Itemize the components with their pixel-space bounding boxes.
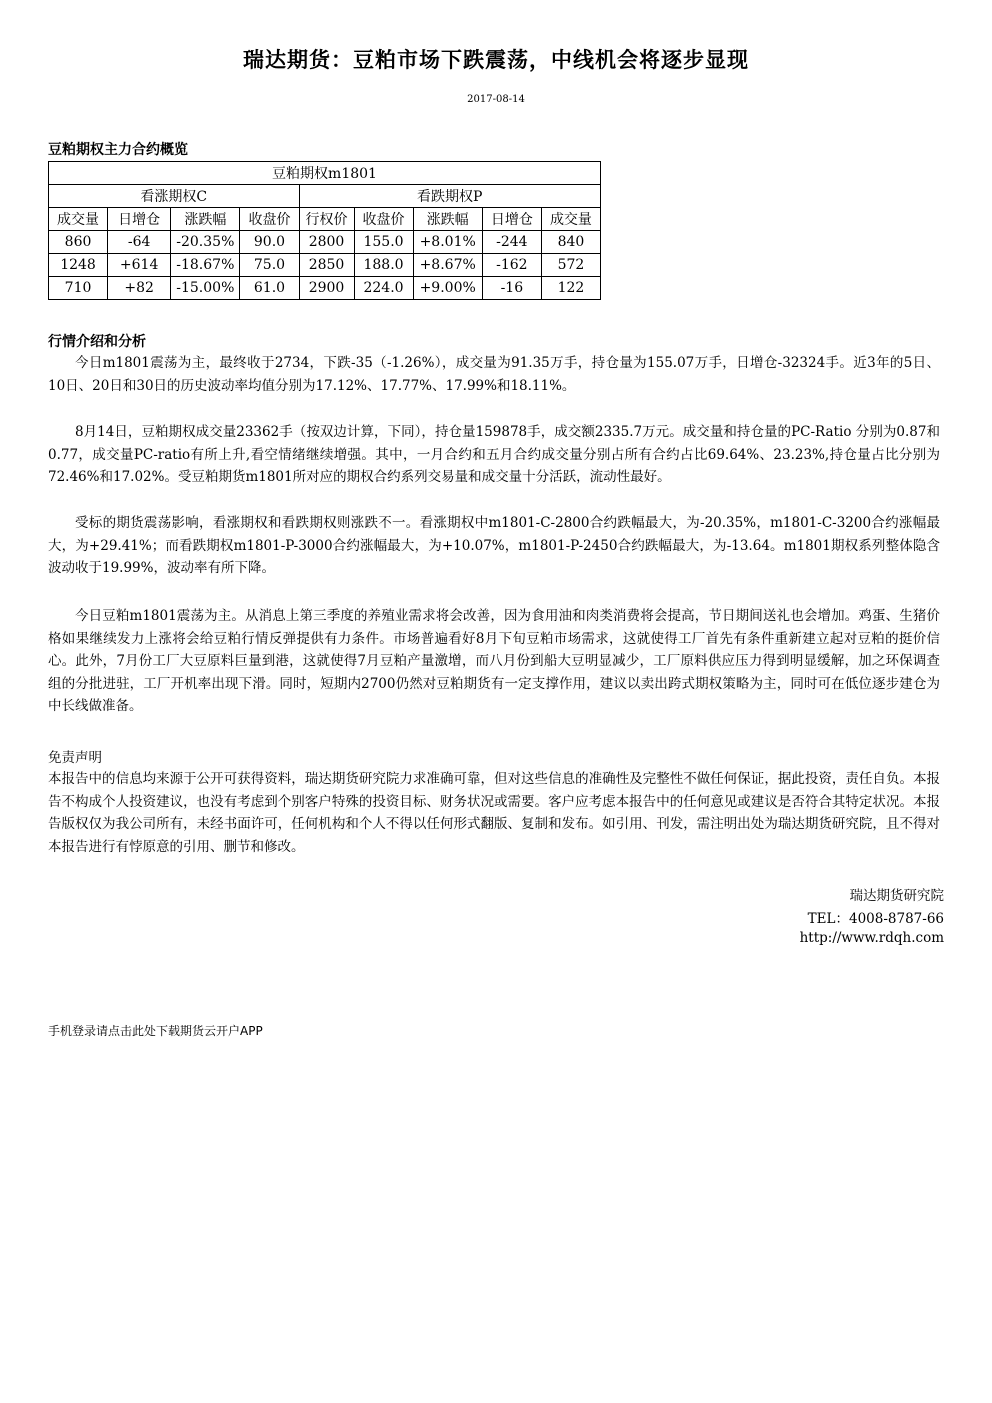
table-cell: 155.0: [354, 231, 413, 254]
column-header: 收盘价: [354, 208, 413, 231]
table-cell: 2900: [299, 277, 354, 300]
table-cell: +614: [108, 254, 171, 277]
table-cell: 840: [541, 231, 600, 254]
page-title: 瑞达期货：豆粕市场下跌震荡，中线机会将逐步显现: [243, 48, 749, 72]
table-cell: 860: [49, 231, 108, 254]
column-header: 日增仓: [482, 208, 541, 231]
table-row: [49, 277, 601, 300]
column-header: 日增仓: [108, 208, 171, 231]
table-cell: +8.67%: [413, 254, 482, 277]
table-cell: 75.0: [240, 254, 299, 277]
column-header: 成交量: [49, 208, 108, 231]
call-header: 看涨期权C: [49, 185, 300, 208]
overview-heading: 豆粕期权主力合约概览: [48, 142, 188, 158]
table-cell: 2800: [299, 231, 354, 254]
analysis-heading: 行情介绍和分析: [48, 334, 146, 350]
table-cell: 572: [541, 254, 600, 277]
table-cell: 122: [541, 277, 600, 300]
disclaimer-label: 免责声明: [48, 750, 102, 766]
table-cell: +82: [108, 277, 171, 300]
table-cell: 1248: [49, 254, 108, 277]
table-cell: -20.35%: [171, 231, 240, 254]
paragraph: 8月14日，豆粕期权成交量23362手（按双边计算，下同），持仓量159878手，成交额2335.7万元。成交量和持仓量的PC-Ratio 分别为0.87和0.77，成交量PC-ratio有所上升,看空情绪继续增强。其中，一月合约和五月合约成交量分别占所有合约占比69.64%、23.23%,持仓量占比分别为72.46%和17.02%。受豆粕期货m1801所对应的期权合约系列交易量和成交量十分活跃，流动性最好。: [48, 424, 940, 485]
table-cell: 90.0: [240, 231, 299, 254]
table-cell: +8.01%: [413, 231, 482, 254]
table-cell: 224.0: [354, 277, 413, 300]
table-cell: -244: [482, 231, 541, 254]
table-cell: -15.00%: [171, 277, 240, 300]
column-header: 行权价: [299, 208, 354, 231]
table-cell: -16: [482, 277, 541, 300]
disclaimer-text: 本报告中的信息均来源于公开可获得资料，瑞达期货研究院力求准确可靠，但对这些信息的准确性及完整性不做任何保证，据此投资，责任自负。本报告不构成个人投资建议，也没有考虑到个别客户特殊的投资目标、财务状况或需要。客户应考虑本报告中的任何意见或建议是否符合其特定状况。本报告版权仅为我公司所有，未经书面许可，任何机构和个人不得以任何形式翻版、复制和发布。如引用、刊发，需注明出处为瑞达期货研究院，且不得对本报告进行有悖原意的引用、删节和修改。: [48, 771, 940, 855]
table-row: [49, 231, 601, 254]
signature-tel: TEL：4008-8787-66: [807, 911, 944, 927]
column-header: 涨跌幅: [413, 208, 482, 231]
table-cell: -18.67%: [171, 254, 240, 277]
table-cell: 188.0: [354, 254, 413, 277]
paragraph: 今日豆粕m1801震荡为主。从消息上第三季度的养殖业需求将会改善，因为食用油和肉类消费将会提高，节日期间送礼也会增加。鸡蛋、生猪价格如果继续发力上涨将会给豆粕行情反弹提供有力条件。市场普遍看好8月下旬豆粕市场需求，这就使得工厂首先有条件重新建立起对豆粕的挺价信心。此外，7月份工厂大豆原料巨量到港，这就使得7月豆粕产量激增，而八月份到船大豆明显减少，工厂原料供应压力得到明显缓解，加之环保调查组的分批进驻，工厂开机率出现下滑。同时，短期内2700仍然对豆粕期货有一定支撑作用，建议以卖出跨式期权策略为主，同时可在低位逐步建仓为中长线做准备。: [48, 608, 940, 714]
table-cell: 61.0: [240, 277, 299, 300]
column-header: 收盘价: [240, 208, 299, 231]
column-header: 涨跌幅: [171, 208, 240, 231]
table-row: [49, 254, 601, 277]
signature-org: 瑞达期货研究院: [849, 888, 944, 904]
paragraph: 今日m1801震荡为主，最终收于2734，下跌-35（-1.26%），成交量为91.35万手，持仓量为155.07万手，日增仓-32324手。近3年的5日、10日、20日和30日的历史波动率均值分别为17.12%、17.77%、17.99%和18.11%。: [48, 355, 940, 394]
column-header: 成交量: [541, 208, 600, 231]
signature-url[interactable]: http://www.rdqh.com: [799, 930, 944, 946]
paragraph: 受标的期货震荡影响，看涨期权和看跌期权则涨跌不一。看涨期权中m1801-C-2800合约跌幅最大，为-20.35%，m1801-C-3200合约涨幅最大，为+29.41%；而看跌期权m1801-P-3000合约涨幅最大，为+10.07%，m1801-P-2450合约跌幅最大，为-13.64。m1801期权系列整体隐含波动收于19.99%，波动率有所下降。: [48, 515, 940, 576]
options-table: [48, 161, 601, 300]
table-caption: 豆粕期权m1801: [49, 162, 601, 185]
put-header: 看跌期权P: [299, 185, 600, 208]
table-cell: 2850: [299, 254, 354, 277]
table-cell: 710: [49, 277, 108, 300]
column-header-row: [49, 208, 601, 231]
table-cell: +9.00%: [413, 277, 482, 300]
table-cell: -64: [108, 231, 171, 254]
table-cell: -162: [482, 254, 541, 277]
report-date: 2017-08-14: [467, 94, 525, 105]
download-app-link[interactable]: 手机登录请点击此处下载期货云开户APP: [48, 1024, 263, 1038]
